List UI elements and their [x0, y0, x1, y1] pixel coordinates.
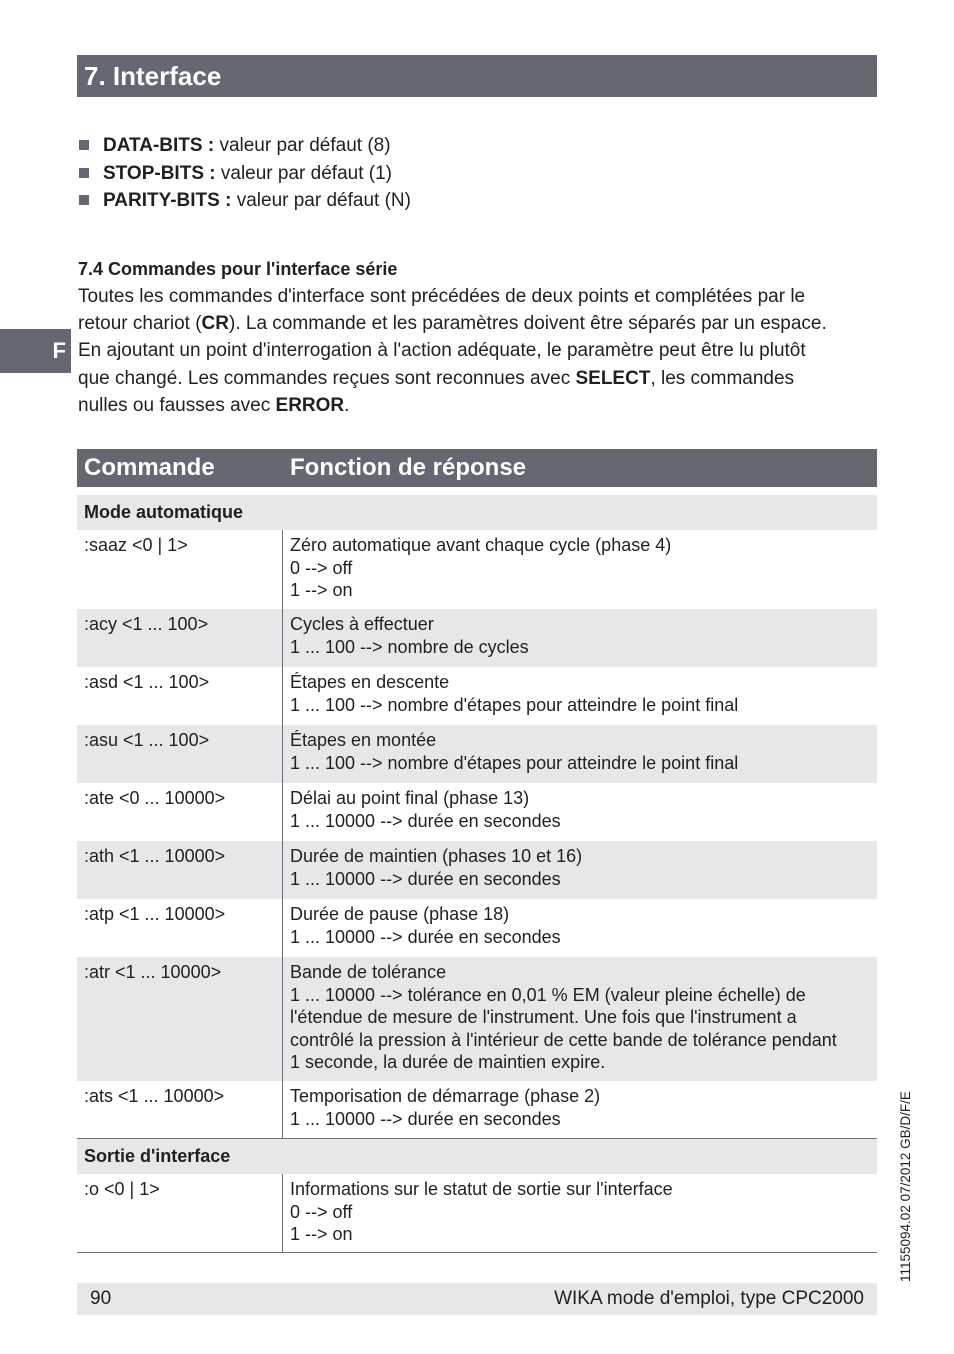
function-line: 1 --> on — [290, 1224, 353, 1244]
command-cell: :ate <0 ... 10000> — [77, 783, 283, 841]
square-bullet-icon — [79, 168, 89, 178]
function-line: 1 ... 10000 --> durée en secondes — [290, 1108, 561, 1129]
table-header — [77, 449, 877, 487]
function-line: 1 ... 10000 --> tolérance en 0,01 % EM (valeur pleine échelle) de — [290, 984, 806, 1005]
language-tab: F — [0, 329, 71, 373]
function-line: Étapes en descente — [290, 672, 450, 692]
command-cell: :ath <1 ... 10000> — [77, 841, 283, 899]
function-line: Étapes en montée — [290, 730, 437, 750]
command-cell: :o <0 | 1> — [77, 1174, 283, 1252]
serial-settings-list — [79, 132, 411, 215]
function-line: Délai au point final (phase 13) — [290, 788, 530, 808]
setting-value: valeur par défaut (N) — [231, 190, 411, 211]
setting-label: DATA-BITS : — [103, 135, 215, 156]
list-item — [79, 160, 411, 188]
function-line: contrôlé la pression à l'intérieur de cette bande de tolérance pendant — [290, 1029, 837, 1050]
column-header-function: Fonction de réponse — [290, 454, 527, 481]
command-cell: :saaz <0 | 1> — [77, 530, 283, 609]
function-line: l'étendue de mesure de l'instrument. Une fois que l'instrument a — [290, 1007, 797, 1027]
function-cell — [283, 609, 877, 667]
function-line: Durée de pause (phase 18) — [290, 904, 510, 924]
table-row — [77, 530, 877, 609]
table-bottom-rule — [77, 1252, 877, 1253]
column-header-command: Commande — [84, 454, 215, 481]
function-line: 1 ... 100 --> nombre de cycles — [290, 636, 529, 657]
function-line: 1 ... 100 --> nombre d'étapes pour atteindre le point final — [290, 752, 739, 773]
section-heading: 7.4 Commandes pour l'interface série — [78, 259, 398, 279]
function-cell — [283, 667, 877, 725]
square-bullet-icon — [79, 140, 89, 150]
table-row — [77, 783, 877, 841]
page-number: 90 — [90, 1288, 112, 1309]
function-cell — [283, 899, 877, 957]
command-cell: :acy <1 ... 100> — [77, 609, 283, 667]
table-row — [77, 899, 877, 957]
function-line: Bande de tolérance — [290, 962, 447, 982]
table-row — [77, 1174, 877, 1252]
table-row — [77, 609, 877, 667]
function-line: Temporisation de démarrage (phase 2) — [290, 1086, 601, 1106]
command-cell: :asu <1 ... 100> — [77, 725, 283, 783]
function-line: 1 --> on — [290, 580, 353, 600]
function-line: 0 --> off — [290, 557, 353, 578]
table-row — [77, 957, 877, 1081]
table-row — [77, 841, 877, 899]
setting-label: STOP-BITS : — [103, 162, 216, 184]
function-cell — [283, 841, 877, 899]
list-item — [79, 187, 411, 215]
list-item — [79, 132, 411, 160]
function-line: 1 ... 100 --> nombre d'étapes pour atteindre le point final — [290, 694, 739, 715]
command-cell: :atp <1 ... 10000> — [77, 899, 283, 957]
command-cell: :asd <1 ... 100> — [77, 667, 283, 725]
section-paragraph: Toutes les commandes d'interface sont précédées de deux points et complétées par le retour chariot (CR). La commande et les paramètres doivent être séparés par un espace. En ajoutant un point d'interrogation à l'action adéquate, le paramètre peut être lu plutôt que changé. Les commandes reçues sont reconnues avec SELECT, les commandes nulles ou fausses avec ERROR. — [78, 286, 827, 416]
footer-title: WIKA mode d'emploi, type CPC2000 — [554, 1288, 864, 1309]
function-line: 1 ... 10000 --> durée en secondes — [290, 868, 561, 889]
document-code: 11155094.02 07/2012 GB/D/F/E — [898, 1091, 913, 1282]
setting-value: valeur par défaut (8) — [214, 135, 391, 156]
square-bullet-icon — [79, 195, 89, 205]
function-line: Durée de maintien (phases 10 et 16) — [290, 846, 583, 866]
table-row — [77, 725, 877, 783]
page-footer — [77, 1283, 877, 1315]
function-line: Informations sur le statut de sortie sur l'interface — [290, 1179, 673, 1199]
table-section-title: Sortie d'interface — [77, 1139, 877, 1174]
command-table — [77, 495, 877, 1253]
function-line: 1 ... 10000 --> durée en secondes — [290, 926, 561, 947]
table-row — [77, 1081, 877, 1138]
function-cell — [283, 1174, 877, 1252]
section-serial-commands — [78, 256, 878, 419]
function-cell — [283, 783, 877, 841]
function-line: 0 --> off — [290, 1201, 353, 1222]
function-cell — [283, 725, 877, 783]
function-cell — [283, 530, 877, 609]
table-section-title: Mode automatique — [77, 495, 877, 530]
chapter-title: 7. Interface — [77, 55, 877, 97]
function-line: 1 ... 10000 --> durée en secondes — [290, 810, 561, 831]
function-line: Zéro automatique avant chaque cycle (phase 4) — [290, 535, 672, 555]
function-cell — [283, 1081, 877, 1138]
setting-label: PARITY-BITS : — [103, 190, 232, 211]
function-cell — [283, 957, 877, 1081]
command-cell: :ats <1 ... 10000> — [77, 1081, 283, 1138]
table-row — [77, 667, 877, 725]
setting-value: valeur par défaut (1) — [215, 162, 392, 184]
function-line: Cycles à effectuer — [290, 614, 434, 634]
function-line: 1 seconde, la durée de maintien expire. — [290, 1052, 606, 1072]
command-cell: :atr <1 ... 10000> — [77, 957, 283, 1081]
